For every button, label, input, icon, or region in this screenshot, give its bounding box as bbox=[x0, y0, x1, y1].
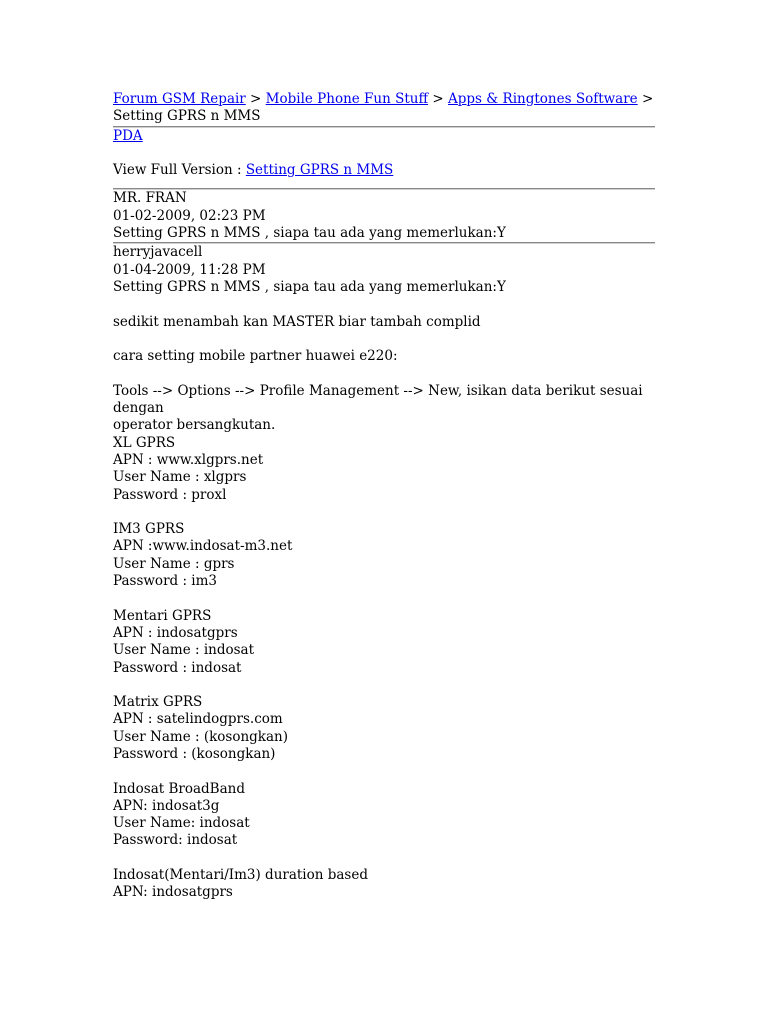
breadcrumb bbox=[113, 90, 658, 126]
blank-line bbox=[113, 763, 655, 780]
post-body bbox=[113, 225, 655, 242]
post-text-line: Password: indosat bbox=[113, 832, 238, 849]
breadcrumb-separator: > bbox=[637, 91, 658, 107]
full-version-prefix: View Full Version : bbox=[113, 162, 246, 179]
post bbox=[113, 244, 655, 901]
full-version-link[interactable]: Setting GPRS n MMS bbox=[245, 162, 394, 179]
blank-line bbox=[113, 590, 655, 607]
blank-line bbox=[113, 331, 655, 348]
pda-link[interactable]: PDA bbox=[113, 127, 143, 144]
breadcrumb-link-forum[interactable]: Forum GSM Repair bbox=[113, 91, 246, 107]
post-text-line: Tools --> Options --> Profile Management --> New, isikan data berikut sesuai dengan bbox=[113, 382, 647, 417]
post-text-line: User Name: indosat bbox=[113, 815, 250, 832]
post-text-line: sedikit menambah kan MASTER biar tambah complid bbox=[113, 313, 481, 330]
post-text-line: Password : proxl bbox=[113, 486, 227, 503]
post-text-line: Password : indosat bbox=[113, 659, 242, 676]
post-text-line: Setting GPRS n MMS , siapa tau ada yang memerlukan:Y bbox=[113, 225, 506, 242]
post-text-line: Setting GPRS n MMS , siapa tau ada yang memerlukan:Y bbox=[113, 278, 506, 295]
post-text-line: operator bersangkutan. bbox=[113, 417, 276, 434]
spacer bbox=[113, 179, 655, 188]
post-text-line: APN :www.indosat-m3.net bbox=[113, 538, 293, 555]
post-text-line: Mentari GPRS bbox=[113, 607, 212, 624]
post-text-line: User Name : indosat bbox=[113, 642, 255, 659]
post-text-line: Password : (kosongkan) bbox=[113, 745, 276, 762]
post-text-line: User Name : xlgprs bbox=[113, 469, 247, 486]
post-text-line: IM3 GPRS bbox=[113, 521, 185, 538]
breadcrumb-current: Setting GPRS n MMS bbox=[113, 108, 261, 125]
post-text-line: XL GPRS bbox=[113, 434, 176, 451]
post-text-line: Password : im3 bbox=[113, 573, 217, 590]
post-body bbox=[113, 279, 655, 902]
post-text-line: User Name : gprs bbox=[113, 555, 235, 572]
blank-line bbox=[113, 504, 655, 521]
post-text-line: User Name : (kosongkan) bbox=[113, 728, 288, 745]
post-author: MR. FRAN bbox=[113, 190, 187, 207]
pda-row bbox=[113, 128, 655, 145]
post-author: herryjavacell bbox=[113, 244, 203, 261]
breadcrumb-separator: > bbox=[245, 91, 266, 107]
document-page bbox=[113, 90, 658, 902]
breadcrumb-link-fun-stuff[interactable]: Mobile Phone Fun Stuff bbox=[265, 91, 429, 107]
post-text-line: cara setting mobile partner huawei e220: bbox=[113, 348, 398, 365]
post-text-line: Indosat(Mentari/Im3) duration based bbox=[113, 867, 368, 884]
post-date: 01-04-2009, 11:28 PM bbox=[113, 261, 266, 278]
blank-line bbox=[113, 296, 655, 313]
post bbox=[113, 190, 655, 242]
post-text-line: Matrix GPRS bbox=[113, 694, 203, 711]
breadcrumb-link-apps[interactable]: Apps & Ringtones Software bbox=[447, 91, 638, 107]
post-text-line: APN: indosat3g bbox=[113, 797, 220, 814]
post-text-line: APN : www.xlgprs.net bbox=[113, 451, 264, 468]
full-version-row bbox=[113, 162, 655, 179]
blank-line bbox=[113, 677, 655, 694]
spacer bbox=[113, 145, 655, 162]
blank-line bbox=[113, 850, 655, 867]
post-text-line: Indosat BroadBand bbox=[113, 780, 245, 797]
post-text-line: APN: indosatgprs bbox=[113, 884, 233, 901]
post-date: 01-02-2009, 02:23 PM bbox=[113, 207, 266, 224]
post-text-line: APN : satelindogprs.com bbox=[113, 711, 283, 728]
post-text-line: APN : indosatgprs bbox=[113, 624, 238, 641]
blank-line bbox=[113, 365, 655, 382]
breadcrumb-separator: > bbox=[428, 91, 448, 107]
